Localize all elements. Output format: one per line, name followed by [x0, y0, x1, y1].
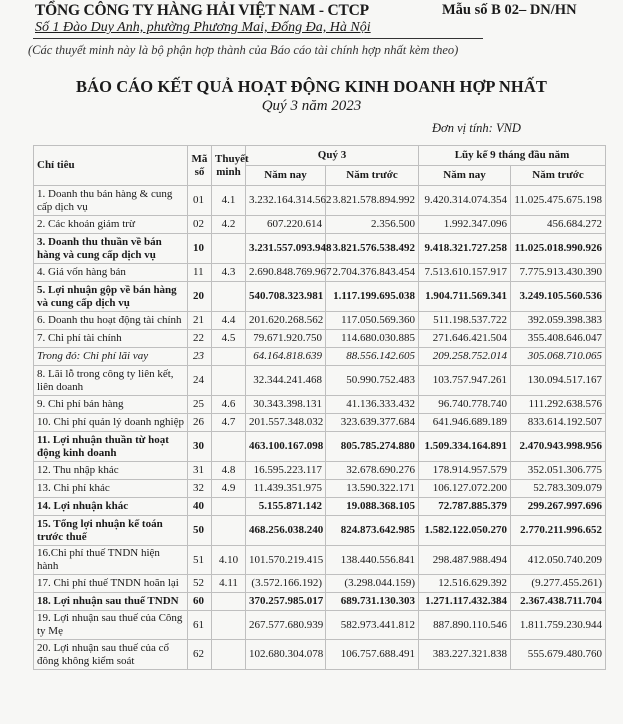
header-code: Mã số — [188, 146, 212, 186]
row-ytd-prior: 3.249.105.560.536 — [511, 282, 606, 312]
row-note — [212, 234, 246, 264]
row-code: 11 — [188, 264, 212, 282]
table-row — [34, 282, 606, 312]
row-q3-prior: 805.785.274.880 — [326, 432, 419, 462]
row-ytd-current: 1.509.334.164.891 — [419, 432, 511, 462]
table-row — [34, 611, 606, 640]
row-note — [212, 282, 246, 312]
header-ytd: Lũy kế 9 tháng đầu năm — [419, 146, 606, 166]
row-q3-current: 370.257.985.017 — [246, 593, 326, 611]
row-label: 13. Chi phí khác — [34, 480, 188, 498]
row-label: Trong đó: Chi phí lãi vay — [34, 348, 188, 366]
row-q3-current: 30.343.398.131 — [246, 396, 326, 414]
row-note — [212, 611, 246, 640]
row-q3-current: 540.708.323.981 — [246, 282, 326, 312]
row-code: 50 — [188, 516, 212, 546]
row-q3-prior: 689.731.130.303 — [326, 593, 419, 611]
row-ytd-prior: 555.679.480.760 — [511, 640, 606, 670]
income-statement-table — [33, 145, 606, 670]
row-ytd-current: 298.487.988.494 — [419, 546, 511, 575]
table-row — [34, 462, 606, 480]
report-period: Quý 3 năm 2023 — [261, 98, 362, 114]
table-row — [34, 575, 606, 593]
row-q3-current: 3.231.557.093.948 — [246, 234, 326, 264]
row-ytd-prior: 11.025.475.675.198 — [511, 186, 606, 216]
table-row — [34, 348, 606, 366]
row-note: 4.4 — [212, 312, 246, 330]
row-label: 12. Thu nhập khác — [34, 462, 188, 480]
row-ytd-prior: 352.051.306.775 — [511, 462, 606, 480]
row-q3-current: 201.557.348.032 — [246, 414, 326, 432]
form-number: Mẫu số B 02– DN/HN — [442, 2, 577, 18]
row-label: 20. Lợi nhuận sau thuế của cổ đông không kiểm soát — [34, 640, 188, 670]
row-note: 4.10 — [212, 546, 246, 575]
row-note: 4.6 — [212, 396, 246, 414]
row-ytd-current: 103.757.947.261 — [419, 366, 511, 396]
table-row — [34, 216, 606, 234]
row-label: 16.Chi phí thuế TNDN hiện hành — [34, 546, 188, 575]
row-q3-prior: 32.678.690.276 — [326, 462, 419, 480]
row-q3-current: 607.220.614 — [246, 216, 326, 234]
row-label: 3. Doanh thu thuần về bán hàng và cung cấp dịch vụ — [34, 234, 188, 264]
row-ytd-prior: 111.292.638.576 — [511, 396, 606, 414]
table-row — [34, 186, 606, 216]
row-code: 30 — [188, 432, 212, 462]
row-label: 18. Lợi nhuận sau thuế TNDN — [34, 593, 188, 611]
row-ytd-current: 271.646.421.504 — [419, 330, 511, 348]
row-q3-current: 5.155.871.142 — [246, 498, 326, 516]
row-note: 4.3 — [212, 264, 246, 282]
table-row — [34, 414, 606, 432]
row-ytd-prior: 305.068.710.065 — [511, 348, 606, 366]
row-code: 23 — [188, 348, 212, 366]
row-code: 62 — [188, 640, 212, 670]
table-row — [34, 234, 606, 264]
row-q3-prior: 50.990.752.483 — [326, 366, 419, 396]
row-q3-current: 2.690.848.769.967 — [246, 264, 326, 282]
row-ytd-prior: 299.267.997.696 — [511, 498, 606, 516]
row-code: 61 — [188, 611, 212, 640]
row-label: 8. Lãi lỗ trong công ty liên kết, liên doanh — [34, 366, 188, 396]
row-code: 22 — [188, 330, 212, 348]
row-note: 4.2 — [212, 216, 246, 234]
row-ytd-prior: 412.050.740.209 — [511, 546, 606, 575]
row-ytd-current: 887.890.110.546 — [419, 611, 511, 640]
row-ytd-current: 1.904.711.569.341 — [419, 282, 511, 312]
row-ytd-prior: 52.783.309.079 — [511, 480, 606, 498]
row-code: 51 — [188, 546, 212, 575]
row-q3-prior: 138.440.556.841 — [326, 546, 419, 575]
row-ytd-prior: 355.408.646.047 — [511, 330, 606, 348]
row-ytd-current: 96.740.778.740 — [419, 396, 511, 414]
row-ytd-current: 12.516.629.392 — [419, 575, 511, 593]
row-q3-current: 79.671.920.750 — [246, 330, 326, 348]
row-ytd-current: 178.914.957.579 — [419, 462, 511, 480]
row-q3-prior: 88.556.142.605 — [326, 348, 419, 366]
row-code: 01 — [188, 186, 212, 216]
row-q3-prior: 2.704.376.843.454 — [326, 264, 419, 282]
row-note — [212, 432, 246, 462]
row-code: 31 — [188, 462, 212, 480]
row-q3-current: 11.439.351.975 — [246, 480, 326, 498]
row-label: 17. Chi phí thuế TNDN hoãn lại — [34, 575, 188, 593]
row-code: 60 — [188, 593, 212, 611]
row-note: 4.11 — [212, 575, 246, 593]
row-q3-prior: 824.873.642.985 — [326, 516, 419, 546]
row-q3-current: 64.164.818.639 — [246, 348, 326, 366]
row-q3-prior: 13.590.322.171 — [326, 480, 419, 498]
header-item: Chỉ tiêu — [34, 146, 188, 186]
row-code: 25 — [188, 396, 212, 414]
row-label: 11. Lợi nhuận thuần từ hoạt động kinh doanh — [34, 432, 188, 462]
row-q3-current: 201.620.268.562 — [246, 312, 326, 330]
row-note: 4.9 — [212, 480, 246, 498]
row-ytd-prior: 2.470.943.998.956 — [511, 432, 606, 462]
header-q3-prior: Năm trước — [326, 166, 419, 186]
table-row — [34, 640, 606, 670]
row-q3-prior: (3.298.044.159) — [326, 575, 419, 593]
row-q3-current: 468.256.038.240 — [246, 516, 326, 546]
row-ytd-prior: 11.025.018.990.926 — [511, 234, 606, 264]
notes-disclaimer: (Các thuyết minh này là bộ phận hợp thành của Báo cáo tài chính hợp nhất kèm theo) — [28, 43, 459, 57]
row-label: 4. Giá vốn hàng bán — [34, 264, 188, 282]
row-ytd-prior: 456.684.272 — [511, 216, 606, 234]
row-q3-prior: 106.757.688.491 — [326, 640, 419, 670]
row-ytd-prior: 2.367.438.711.704 — [511, 593, 606, 611]
row-code: 40 — [188, 498, 212, 516]
row-label: 6. Doanh thu hoạt động tài chính — [34, 312, 188, 330]
row-ytd-current: 106.127.072.200 — [419, 480, 511, 498]
row-ytd-current: 1.992.347.096 — [419, 216, 511, 234]
company-address: Số 1 Đào Duy Anh, phường Phương Mai, Đống Đa, Hà Nội — [35, 20, 371, 35]
row-q3-prior: 582.973.441.812 — [326, 611, 419, 640]
row-note — [212, 516, 246, 546]
row-code: 21 — [188, 312, 212, 330]
row-label: 2. Các khoản giảm trừ — [34, 216, 188, 234]
row-code: 20 — [188, 282, 212, 312]
row-q3-current: 102.680.304.078 — [246, 640, 326, 670]
row-ytd-prior: 130.094.517.167 — [511, 366, 606, 396]
row-q3-current: 101.570.219.415 — [246, 546, 326, 575]
header-q3-current: Năm nay — [246, 166, 326, 186]
row-note: 4.8 — [212, 462, 246, 480]
row-code: 32 — [188, 480, 212, 498]
row-label: 10. Chi phí quản lý doanh nghiệp — [34, 414, 188, 432]
row-ytd-current: 1.271.117.432.384 — [419, 593, 511, 611]
row-label: 15. Tổng lợi nhuận kế toán trước thuế — [34, 516, 188, 546]
row-ytd-prior: 392.059.398.383 — [511, 312, 606, 330]
row-label: 9. Chi phí bán hàng — [34, 396, 188, 414]
row-ytd-prior: 2.770.211.996.652 — [511, 516, 606, 546]
row-q3-current: 32.344.241.468 — [246, 366, 326, 396]
row-q3-prior: 323.639.377.684 — [326, 414, 419, 432]
row-q3-prior: 41.136.333.432 — [326, 396, 419, 414]
table-row — [34, 396, 606, 414]
row-ytd-current: 641.946.689.189 — [419, 414, 511, 432]
row-q3-current: 3.232.164.314.562 — [246, 186, 326, 216]
row-code: 10 — [188, 234, 212, 264]
row-ytd-current: 9.420.314.074.354 — [419, 186, 511, 216]
row-note — [212, 348, 246, 366]
row-ytd-current: 511.198.537.722 — [419, 312, 511, 330]
row-q3-prior: 114.680.030.885 — [326, 330, 419, 348]
row-code: 24 — [188, 366, 212, 396]
row-ytd-prior: 833.614.192.507 — [511, 414, 606, 432]
row-ytd-current: 1.582.122.050.270 — [419, 516, 511, 546]
row-label: 5. Lợi nhuận gộp về bán hàng và cung cấp dịch vụ — [34, 282, 188, 312]
table-row — [34, 498, 606, 516]
row-q3-prior: 1.117.199.695.038 — [326, 282, 419, 312]
row-q3-current: 463.100.167.098 — [246, 432, 326, 462]
row-note: 4.5 — [212, 330, 246, 348]
row-ytd-current: 383.227.321.838 — [419, 640, 511, 670]
table-row — [34, 432, 606, 462]
row-ytd-prior: 7.775.913.430.390 — [511, 264, 606, 282]
row-note — [212, 640, 246, 670]
row-q3-current: (3.572.166.192) — [246, 575, 326, 593]
table-row — [34, 546, 606, 575]
row-q3-current: 267.577.680.939 — [246, 611, 326, 640]
table-row — [34, 312, 606, 330]
row-ytd-current: 209.258.752.014 — [419, 348, 511, 366]
header-ytd-current: Năm nay — [419, 166, 511, 186]
report-title: BÁO CÁO KẾT QUẢ HOẠT ĐỘNG KINH DOANH HỢP NHẤT — [76, 77, 547, 96]
table-body — [34, 186, 606, 670]
table-row — [34, 516, 606, 546]
row-code: 02 — [188, 216, 212, 234]
row-ytd-current: 72.787.885.379 — [419, 498, 511, 516]
row-ytd-prior: (9.277.455.261) — [511, 575, 606, 593]
table-row — [34, 264, 606, 282]
header-divider — [33, 38, 483, 39]
row-note — [212, 498, 246, 516]
table-row — [34, 366, 606, 396]
table-row — [34, 593, 606, 611]
row-ytd-prior: 1.811.759.230.944 — [511, 611, 606, 640]
row-note — [212, 366, 246, 396]
row-q3-prior: 3.821.578.894.992 — [326, 186, 419, 216]
row-note: 4.1 — [212, 186, 246, 216]
row-ytd-current: 9.418.321.727.258 — [419, 234, 511, 264]
row-q3-prior: 3.821.576.538.492 — [326, 234, 419, 264]
row-ytd-current: 7.513.610.157.917 — [419, 264, 511, 282]
row-code: 26 — [188, 414, 212, 432]
row-note — [212, 593, 246, 611]
row-code: 52 — [188, 575, 212, 593]
row-q3-prior: 2.356.500 — [326, 216, 419, 234]
row-note: 4.7 — [212, 414, 246, 432]
row-label: 1. Doanh thu bán hàng & cung cấp dịch vụ — [34, 186, 188, 216]
row-label: 19. Lợi nhuận sau thuế của Công ty Mẹ — [34, 611, 188, 640]
row-label: 14. Lợi nhuận khác — [34, 498, 188, 516]
row-q3-prior: 117.050.569.360 — [326, 312, 419, 330]
currency-unit: Đơn vị tính: VND — [432, 121, 521, 135]
company-name: TỔNG CÔNG TY HÀNG HẢI VIỆT NAM - CTCP — [35, 2, 369, 19]
header-ytd-prior: Năm trước — [511, 166, 606, 186]
header-q3: Quý 3 — [246, 146, 419, 166]
row-q3-current: 16.595.223.117 — [246, 462, 326, 480]
table-row — [34, 480, 606, 498]
header-note: Thuyết minh — [212, 146, 246, 186]
row-label: 7. Chi phí tài chính — [34, 330, 188, 348]
row-q3-prior: 19.088.368.105 — [326, 498, 419, 516]
table-row — [34, 330, 606, 348]
